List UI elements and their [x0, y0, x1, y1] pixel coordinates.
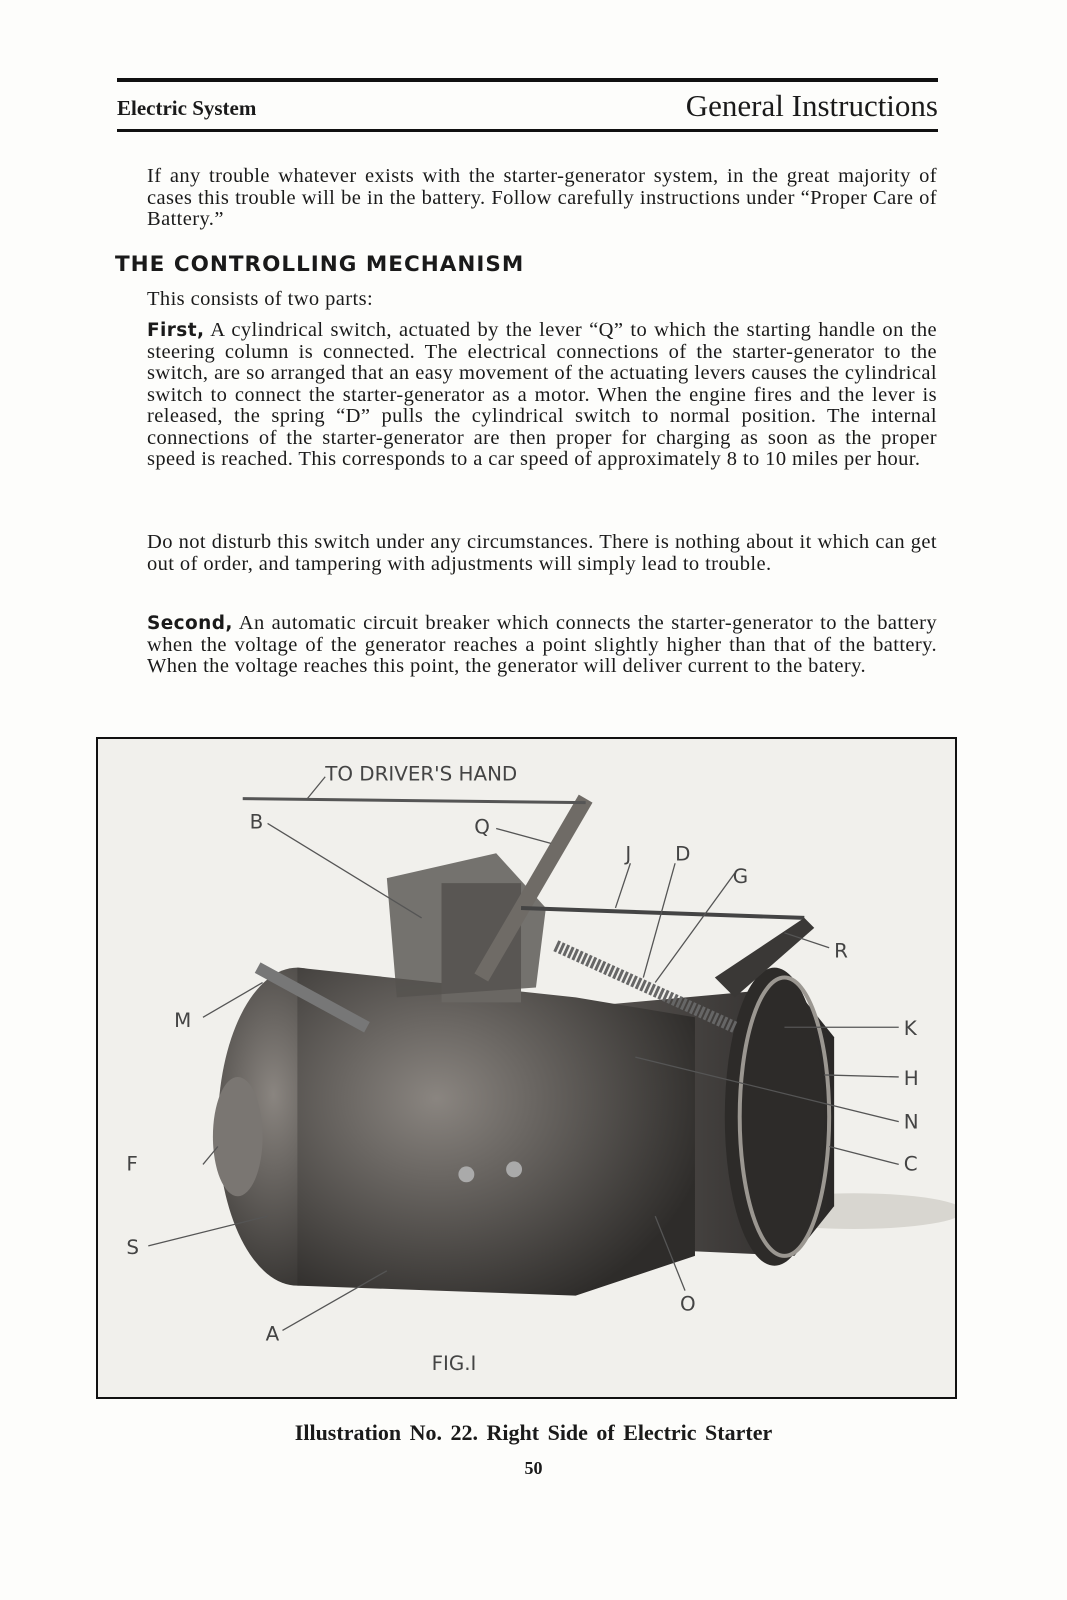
- label-d: D: [675, 842, 691, 866]
- second-text: An automatic circuit breaker which connects the starter-generator to the battery when the voltage of the generator reaches a point slightly higher than that of the battery. When the voltage reaches this point, the generator will deliver current to the batery.: [147, 612, 937, 677]
- intro-paragraph: If any trouble whatever exists with the starter-generator system, in the great majority of cases this trouble will be in the battery. Follow carefully instructions under “Proper Care of Battery.”: [147, 165, 937, 230]
- warning-paragraph: Do not disturb this switch under any circumstances. There is nothing about it which can get out of order, and tampering with adjustments will simply lead to trouble.: [147, 531, 937, 575]
- starter-illustration: [98, 739, 955, 1397]
- running-header-title: General Instructions: [685, 88, 938, 123]
- first-text: A cylindrical switch, actuated by the lever “Q” to which the starting handle on the steering column is connected. The electrical connections of the starter-generator to the switch, are so arranged that an easy movement of the actuating levers causes the cylindrical switch to connect the starter-generator as a motor. When the engine fires and the lever is released, the spring “D” pulls the cylindrical switch to normal position. The internal connections of the starter-generator are then proper for charging as soon as the proper speed is reached. This corresponds to a car speed of approximately 8 to 10 miles per hour.: [147, 319, 937, 470]
- second-lead: Second,: [147, 613, 233, 634]
- label-q: Q: [474, 815, 490, 839]
- label-c: C: [903, 1152, 918, 1176]
- first-part-paragraph: [147, 320, 937, 471]
- label-k: K: [903, 1017, 917, 1041]
- figure-caption: Illustration No. 22. Right Side of Electric Starter: [294, 1420, 773, 1445]
- front-bearing: [213, 1077, 263, 1196]
- label-j: J: [625, 842, 632, 866]
- label-a: A: [265, 1322, 280, 1346]
- figure-number: FIG.I: [431, 1352, 477, 1376]
- label-s: S: [126, 1235, 140, 1259]
- rod-to-driver: [243, 799, 586, 803]
- consists-line: This consists of two parts:: [147, 288, 374, 310]
- label-h: H: [903, 1066, 919, 1090]
- label-g: G: [732, 865, 749, 889]
- screw: [506, 1161, 522, 1177]
- first-lead: First,: [147, 320, 205, 341]
- label-r: R: [834, 939, 848, 963]
- second-part-paragraph: [147, 613, 937, 678]
- label-o: O: [680, 1292, 696, 1316]
- label-n: N: [903, 1110, 919, 1134]
- label-f: F: [126, 1152, 138, 1176]
- switch-mechanism: [387, 853, 546, 997]
- header-top-rule: [117, 78, 938, 82]
- running-header-section: Electric System: [117, 96, 257, 120]
- label-b: B: [249, 810, 264, 834]
- callout-to-drivers-hand: TO DRIVER'S HAND: [325, 762, 518, 786]
- screw: [458, 1166, 474, 1182]
- label-m: M: [174, 1009, 192, 1033]
- section-heading: THE CONTROLLING MECHANISM: [115, 252, 525, 277]
- page-number: 50: [524, 1458, 543, 1478]
- figure-electric-starter: [96, 737, 957, 1399]
- header-bottom-rule: [117, 129, 938, 132]
